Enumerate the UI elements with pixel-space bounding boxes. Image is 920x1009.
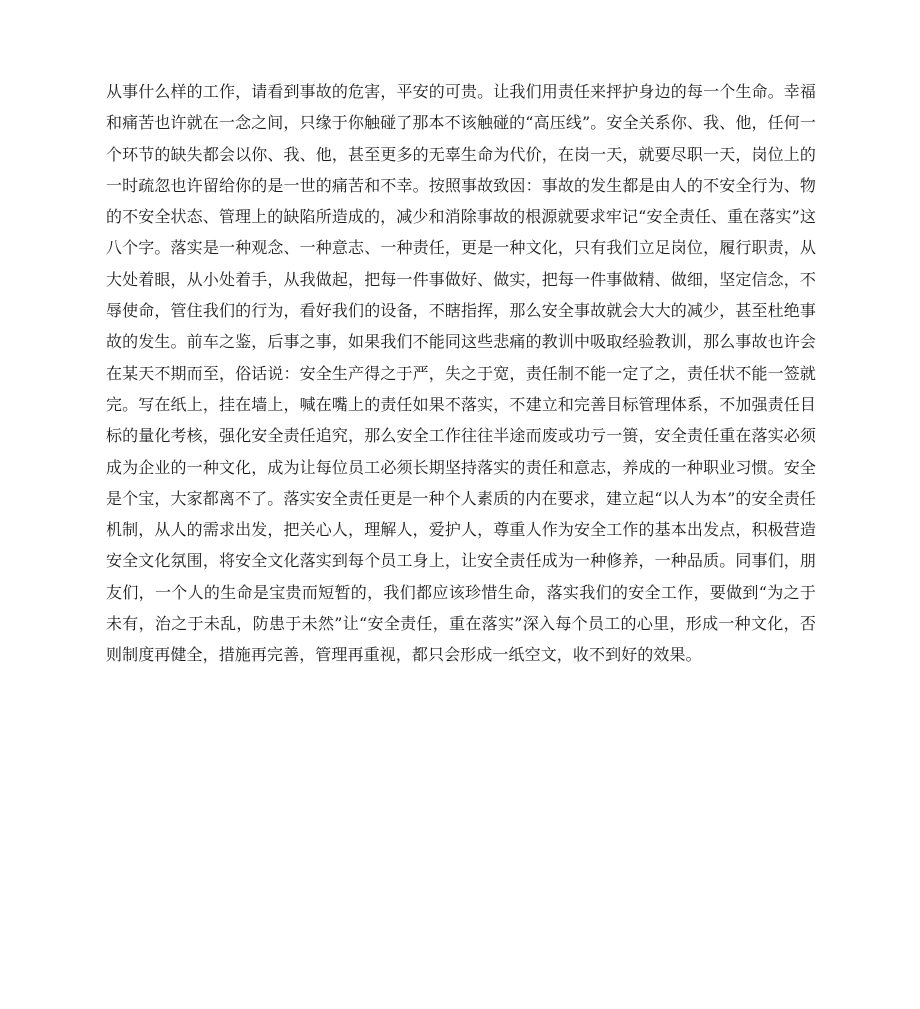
body-paragraph: 从事什么样的工作，请看到事故的危害，平安的可贵。让我们用责任来抨护身边的每一个生命。幸福和痛苦也许就在一念之间，只缘于你触碰了那本不该触碰的“高压线”。安全关系你、我、他，任何一个环节的缺失都会以你、我、他，甚至更多的无辜生命为代价，在岗一天，就要尽职一天，岗位上的一时疏忽也许留给你的是一世的痛苦和不幸。按照事故致因：事故的发生都是由人的不安全行为、物的不安全状态、管理上的缺陷所造成的，减少和消除事故的根源就要求牢记“安全责任、重在落实”这八个字。落实是一种观念、一种意志、一种责任，更是一种文化，只有我们立足岗位，履行职责，从大处着眼，从小处着手，从我做起，把每一件事做好、做实，把每一件事做精、做细，坚定信念，不辱使命，管住我们的行为，看好我们的设备，不瞎指挥，那么安全事故就会大大的减少，甚至杜绝事故的发生。前车之鉴，后事之事，如果我们不能同这些悲痛的教训中吸取经验教训，那么事故也许会在某天不期而至，俗话说：安全生产得之于严，失之于宽，责任制不能一定了之，责任状不能一签就完。写在纸上，挂在墙上，喊在嘴上的责任如果不落实，不建立和完善目标管理体系，不加强责任目标的量化考核，强化安全责任追究，那么安全工作往往半途而废或功亏一篑，安全责任重在落实必须成为企业的一种文化，成为让每位员工必须长期坚持落实的责任和意志，养成的一种职业习惯。安全是个宝，大家都离不了。落实安全责任更是一种个人素质的内在要求，建立起“以人为本”的安全责任机制，从人的需求出发，把关心人，理解人，爱护人，尊重人作为安全工作的基本出发点，积极营造安全文化氛围，将安全文化落实到每个员工身上，让安全责任成为一种修养，一种品质。同事们，朋友们，一个人的生命是宝贵而短暂的，我们都应该珍惜生命，落实我们的安全工作，要做到“为之于未有，治之于未乱，防患于未然”让“安全责任，重在落实”深入每个员工的心里，形成一种文化，否则制度再健全，措施再完善，管理再重视，都只会形成一纸空文，收不到好的效果。 (106, 82, 816, 665)
